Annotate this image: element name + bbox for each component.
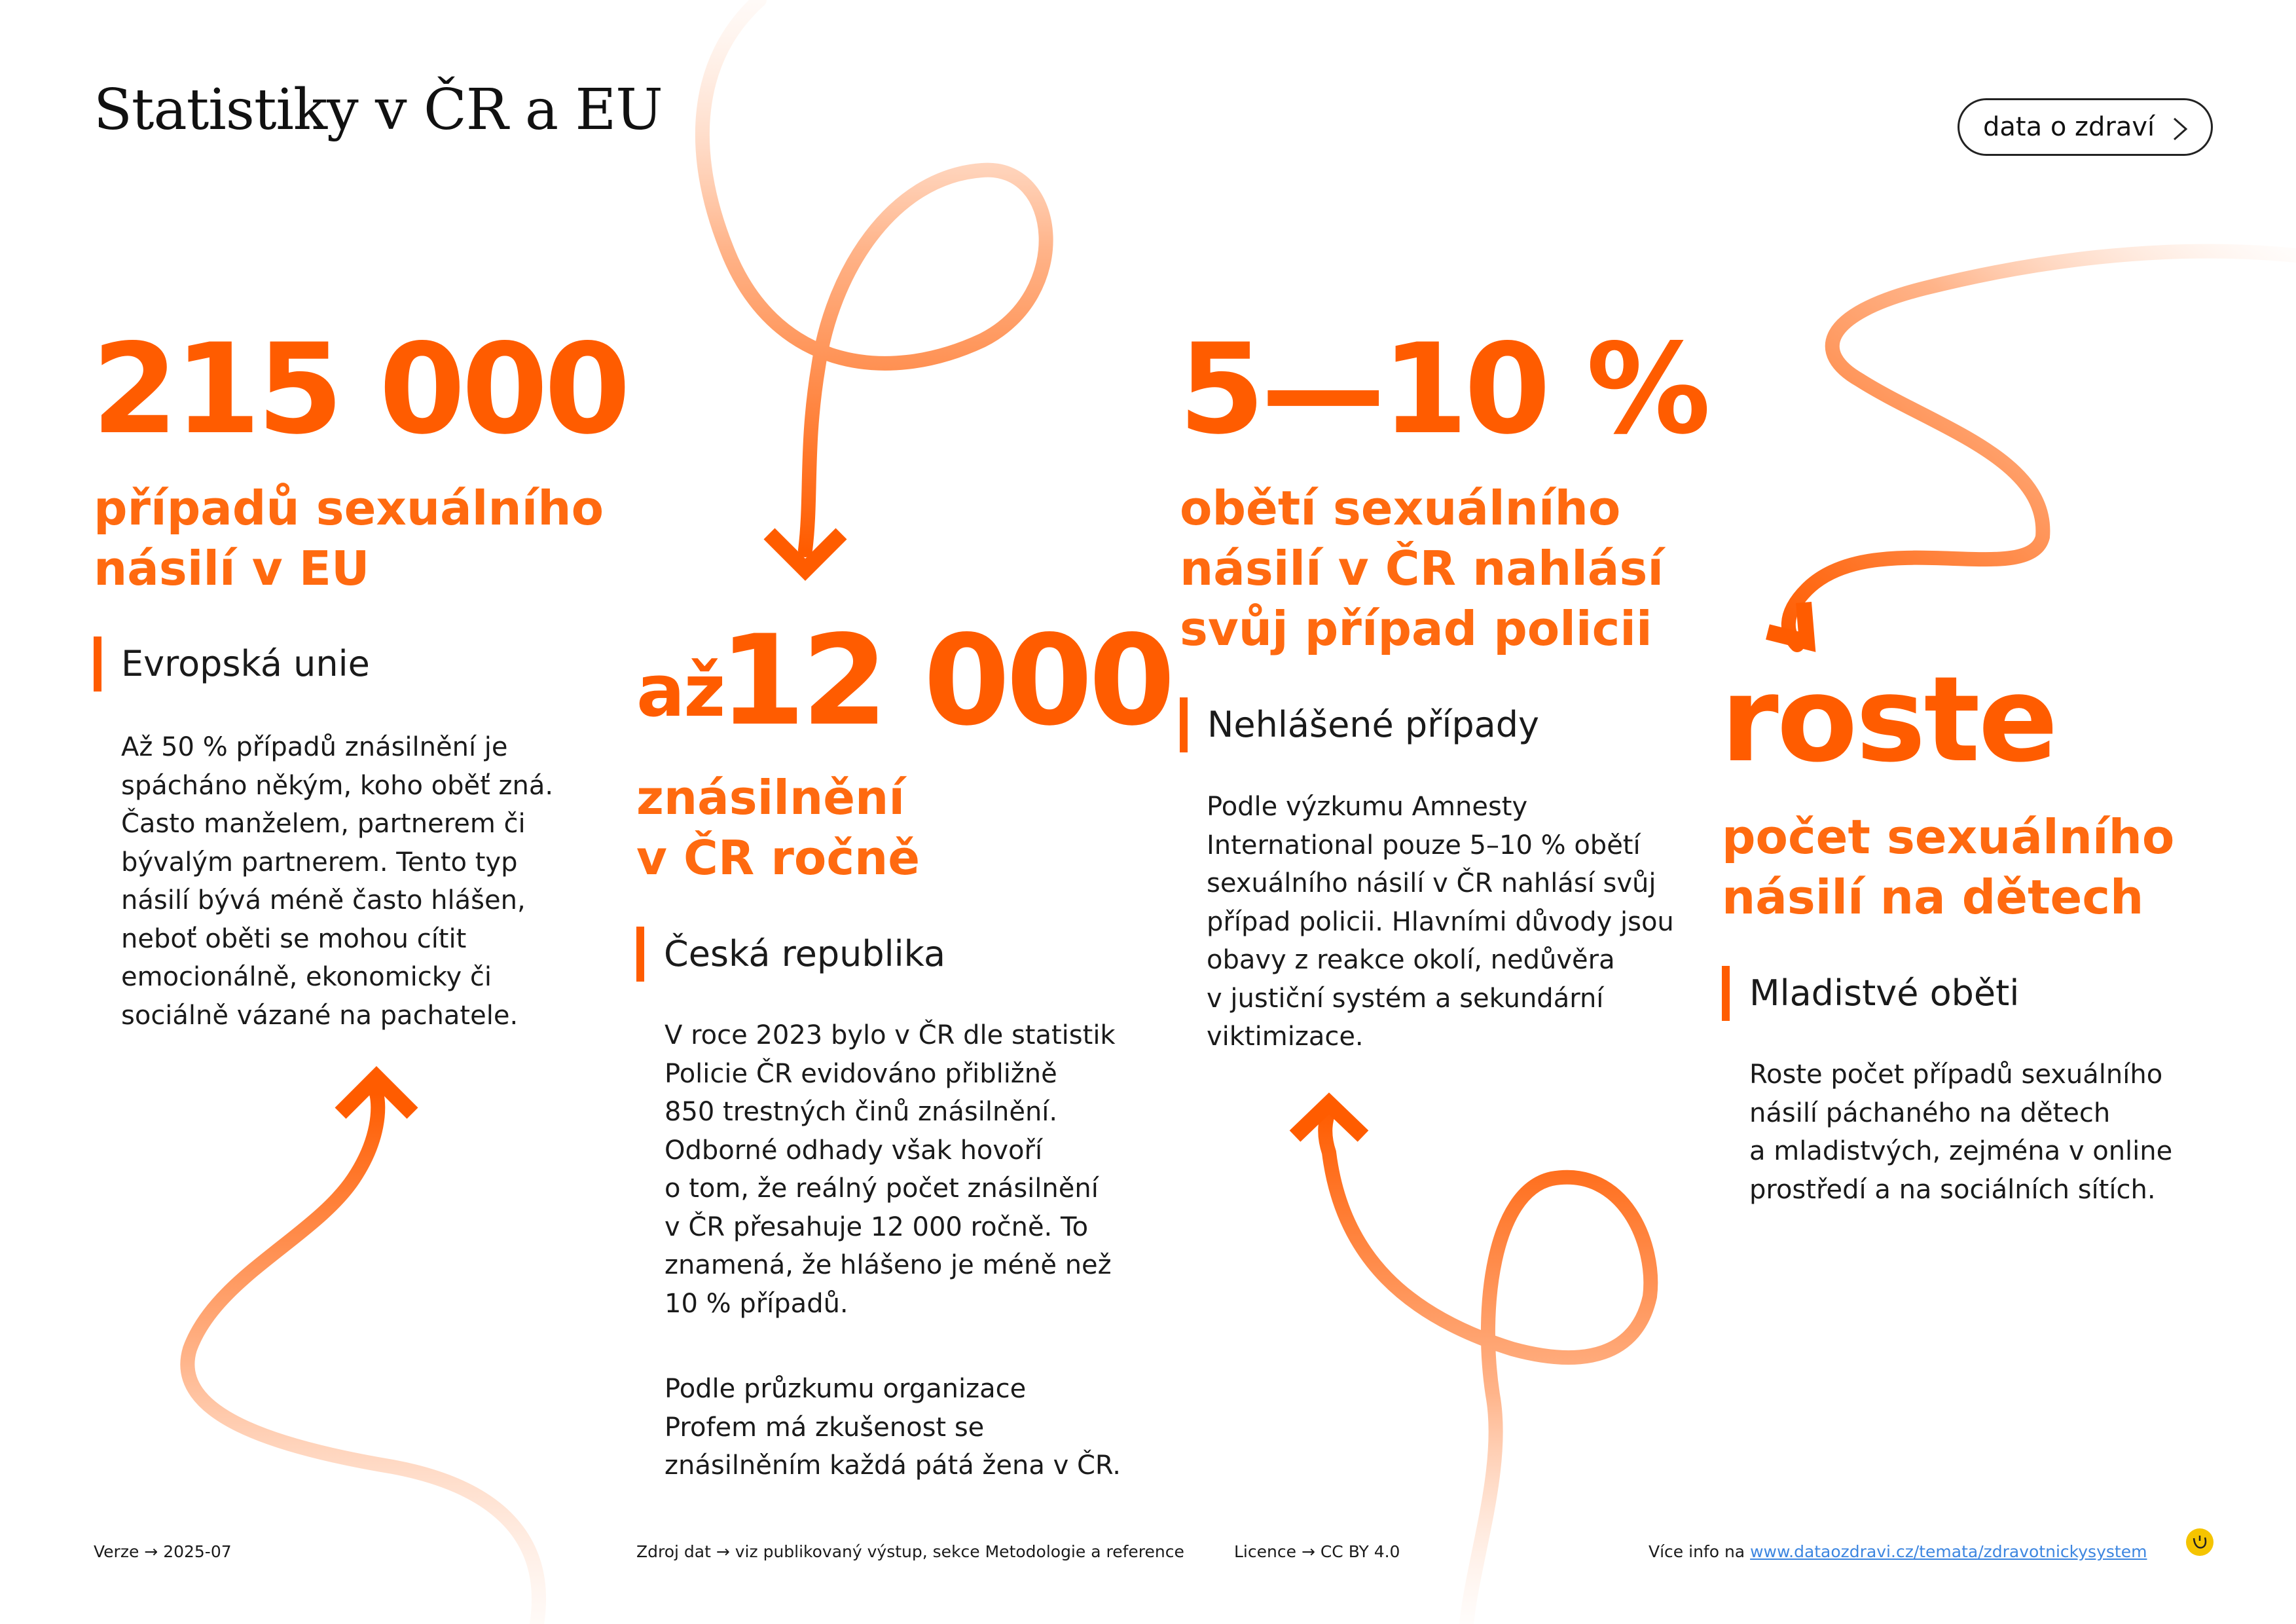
section-body-cz: V roce 2023 bylo v ČR dle statistik Policie ČR evidováno přibližně 850 trestných činů znásilnění. Odborné odhady však hovoří o tom, že reálný počet znásilnění v ČR přesahuje 12 000 ročně. To znamená, že hlášeno je méně než 10 % případů. (665, 1020, 1116, 1319)
stat-subtitle-line: počet sexuálního (1722, 809, 2175, 864)
footer-more-link[interactable]: www.dataozdravi.cz/temata/zdravotnickysystem (1750, 1542, 2147, 1561)
arrow-right-icon: → (144, 1542, 158, 1561)
stat-number-eu: 215 000 (92, 317, 627, 462)
footer-more-info (1649, 1542, 2147, 1561)
footer-more-label: Více info na (1649, 1542, 1745, 1561)
stat-subtitle-line: násilí v ČR nahlásí (1180, 541, 1664, 596)
footer-license-label: Licence (1234, 1542, 1296, 1561)
page-title: Statistiky v ČR a EU (94, 77, 663, 143)
footer-version (94, 1542, 232, 1561)
stat-subtitle-reported (1180, 478, 1664, 659)
arrow-right-icon: → (716, 1542, 730, 1561)
logo-icon (2185, 1528, 2214, 1557)
stat-subtitle-line: násilí v EU (94, 541, 370, 596)
footer-license-value: CC BY 4.0 (1320, 1542, 1400, 1561)
chevron-right-icon (2166, 115, 2193, 143)
footer-source-value: viz publikovaný výstup, sekce Metodologie a reference (735, 1542, 1184, 1561)
swirl-arrow-3 (1789, 251, 2296, 645)
stat-subtitle-children (1722, 807, 2174, 927)
swirl-arrow-2 (187, 1094, 539, 1624)
stat-number-cz: 12 000 (719, 608, 1172, 753)
arrow-right-icon: → (1301, 1542, 1315, 1561)
stat-subtitle-line: v ČR ročně (636, 830, 920, 885)
footer-source-label: Zdroj dat (636, 1542, 711, 1561)
stat-subtitle-line: obětí sexuálního (1180, 481, 1621, 536)
stat-prefix-cz: až (636, 649, 725, 733)
stat-number-children: roste (1721, 652, 2056, 788)
section-heading-reported: Nehlášené případy (1180, 697, 1539, 752)
stat-subtitle-line: znásilnění (636, 770, 905, 825)
section-heading-eu: Evropská unie (94, 637, 370, 692)
section-heading-cz: Česká republika (636, 927, 945, 982)
section-body-cz-2: Podle průzkumu organizace Profem má zkušenost se znásilněním každá pátá žena v ČR. (665, 1374, 1121, 1481)
footer-version-value: 2025-07 (163, 1542, 232, 1561)
data-o-zdravi-button[interactable] (1958, 98, 2213, 156)
stat-subtitle-line: násilí na dětech (1722, 870, 2144, 925)
footer-license (1234, 1542, 1400, 1561)
stat-subtitle-line: svůj případ policii (1180, 601, 1652, 656)
stat-subtitle-eu (94, 478, 604, 599)
section-heading-children: Mladistvé oběti (1722, 966, 2019, 1021)
data-o-zdravi-label: data o zdraví (1983, 112, 2155, 142)
stat-number-reported: 5—10 % (1178, 317, 1707, 462)
section-body-reported: Podle výzkumu Amnesty International pouze 5–10 % obětí sexuálního násilí v ČR nahlásí svůj případ policii. Hlavními důvody jsou obavy z reakce okolí, nedůvěra v justiční systém a sekundární viktimizace. (1207, 792, 1674, 1052)
swirl-arrow-1 (702, 0, 1046, 550)
footer-source (636, 1542, 1184, 1561)
stat-subtitle-line: případů sexuálního (94, 481, 604, 536)
section-body-children: Roste počet případů sexuálního násilí páchaného na dětech a mladistvých, zejména v online prostředí a na sociálních sítích. (1749, 1060, 2173, 1205)
section-body-eu: Až 50 % případů znásilnění je spácháno někým, koho oběť zná. Často manželem, partnerem či bývalým partnerem. Tento typ násilí bývá méně často hlášen, neboť oběti se mohou cítit emocionálně, ekonomicky či sociálně vázané na pachatele. (121, 732, 554, 1031)
footer-version-label: Verze (94, 1542, 139, 1561)
stat-subtitle-cz (636, 767, 920, 888)
